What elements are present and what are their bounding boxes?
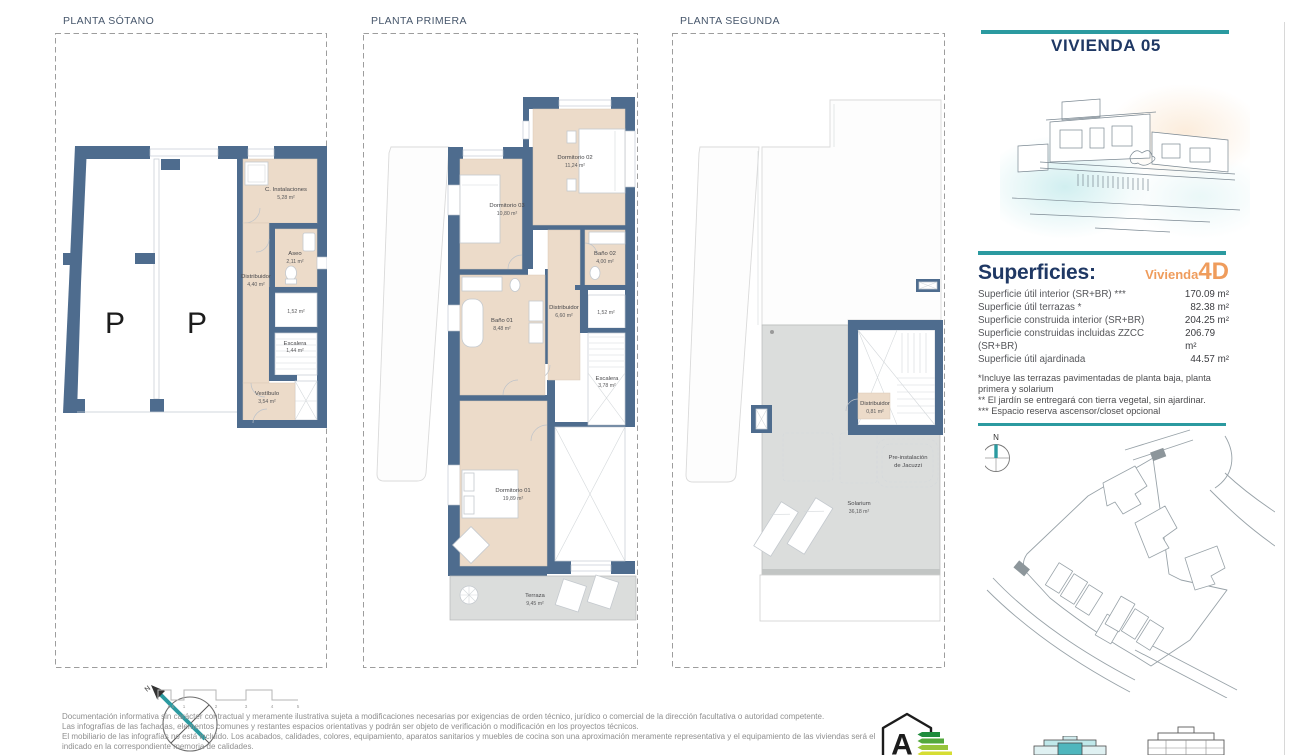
room-label-dorm02: Dormitorio 02 [557, 155, 593, 161]
room-area-distribuidor-segunda: 0,81 m² [866, 409, 884, 415]
room-area-aseo: 2,11 m² [286, 259, 304, 265]
room-bano-02 [585, 230, 625, 285]
row-value: 82.38 m² [1190, 301, 1229, 313]
room-area-instalaciones: 5,28 m² [277, 195, 295, 201]
room-area-cuarto-sotano: 1,52 m² [287, 309, 305, 315]
legal-line: indicado en la correspondiente memoria de calidades. [62, 741, 254, 751]
scale-bar [138, 684, 308, 714]
floorplan-segunda [672, 33, 945, 668]
room-label-dorm03: Dormitorio 03 [489, 203, 525, 209]
parking-label-1: P [104, 307, 126, 340]
garden-outline [377, 147, 449, 481]
room-terraza [450, 575, 636, 620]
void-double-height [555, 427, 625, 561]
row-label: Superficie construidas incluidas ZZCC (SR+BR) [978, 327, 1145, 352]
room-area-dorm02: 11,24 m² [564, 163, 586, 169]
row-value: 204.25 m² [1184, 314, 1229, 326]
map-houses [1045, 466, 1225, 650]
scale-label: 4 [270, 704, 274, 709]
room-label-dorm01: Dormitorio 01 [495, 488, 531, 494]
legal-line: El mobiliario de las infografías no está incluido. Los acabados, calidades, colores, equipamiento, aparatos sanitarios y muebles de cocina son una aproximación meramente representativa y el equipamiento de las viviendas será el [62, 731, 876, 741]
superficies-row [978, 327, 1229, 353]
superficies-row [978, 314, 1229, 327]
superficies-row [978, 353, 1229, 366]
room-area-distribuidor-primera: 6,60 m² [555, 313, 573, 319]
row-label: Superficie útil terrazas * [978, 301, 1082, 313]
room-label-aseo: Aseo [288, 251, 302, 257]
room-instalaciones [243, 159, 317, 229]
scale-label: 1 [182, 704, 186, 709]
scale-bar-labels [168, 704, 300, 709]
room-area-bano02: 4,00 m² [596, 259, 614, 265]
footer-north-label: N [143, 684, 153, 694]
superficies-row [978, 288, 1229, 301]
room-distribuidor-sotano [241, 223, 271, 383]
room-label-instalaciones: C. Instalaciones [265, 187, 307, 193]
room-area-cuarto-primera: 1,52 m² [597, 310, 615, 316]
room-area-escalera-sotano: 1,44 m² [286, 348, 304, 354]
room-area-escalera-primera: 3,78 m² [598, 383, 616, 389]
elevation-icon-outline [1146, 722, 1226, 755]
scale-label: 5 [296, 704, 300, 709]
room-area-dorm01: 19,89 m² [502, 496, 524, 502]
skylight-left [751, 405, 772, 433]
room-dormitorio-03 [460, 159, 525, 269]
room-dormitorio-01 [453, 401, 547, 566]
room-label-bano02: Baño 02 [594, 251, 616, 257]
energy-certificate-icon [878, 712, 953, 755]
roof-vent [916, 279, 940, 292]
superficies-panel [978, 251, 1229, 426]
room-label-escalera-primera: Escalera [595, 376, 619, 382]
room-label-terraza: Terraza [525, 593, 545, 599]
room-label-distribuidor-segunda: Distribuidor [860, 401, 890, 407]
room-label-distribuidor-primera: Distribuidor [549, 305, 579, 311]
room-area-terraza: 9,45 m² [526, 601, 544, 607]
row-value: 206.79 m² [1185, 327, 1216, 352]
plan-title-primera: PLANTA PRIMERA [371, 15, 467, 27]
row-label: Superficie construida interior (SR+BR) [978, 314, 1145, 326]
superficies-heading: Superficies: [978, 260, 1096, 284]
note-line: *Incluye las terrazas pavimentadas de planta baja, planta primera y solarium [978, 372, 1211, 394]
floorplan-sotano [55, 33, 327, 668]
room-escalera-primera [588, 333, 625, 425]
row-value: 44.57 m² [1190, 353, 1229, 365]
vivienda-label: Vivienda [1145, 266, 1199, 282]
room-dormitorio-02 [533, 109, 625, 225]
sidebar-top-rule [981, 30, 1229, 34]
row-label: Superficie útil ajardinada [978, 353, 1086, 365]
legal-line: Las infografías de las fachadas, elementos comunes y restantes espacios orientativas y podrán ser objeto de verificación o modificación en los proyectos técnicos. [62, 721, 639, 731]
row-label: Superficie útil interior (SR+BR) *** [978, 288, 1126, 300]
vivienda-code-wrap [1145, 258, 1229, 286]
legal-line: Documentación informativa sin carácter contractual y meramente ilustrativa sujeta a modificaciones necesarias por exigencias de orden técnico, jurídico o comercial de la dirección facultativa o autoridad competente. [62, 712, 825, 721]
jacuzzi-label-line2: de Jacuzzi [894, 463, 922, 469]
plan-title-segunda: PLANTA SEGUNDA [680, 15, 780, 27]
room-label-escalera-sotano: Escalera [283, 341, 307, 347]
room-label-bano01: Baño 01 [491, 318, 513, 324]
unit-title: VIVIENDA 05 [1051, 36, 1161, 55]
superficies-header [978, 258, 1229, 286]
note-line: *** Espacio reserva ascensor/closet opcional [978, 405, 1161, 416]
superficies-row [978, 301, 1229, 314]
room-label-solarium: Solarium [847, 501, 871, 507]
room-bano-01 [460, 275, 545, 395]
room-area-solarium: 36,18 m² [848, 509, 870, 515]
energy-letter: A [891, 728, 913, 755]
room-area-bano01: 8,48 m² [493, 326, 511, 332]
scale-label: 3 [244, 704, 248, 709]
parking-label-2: P [186, 307, 208, 340]
room-area-dorm03: 10,80 m² [496, 211, 518, 217]
page-right-separator [1284, 22, 1285, 755]
map-compass-n-label: N [993, 433, 999, 442]
room-area-distribuidor-sotano: 4,40 m² [247, 282, 265, 288]
note-line: ** El jardín se entregará con tierra vegetal, sin ajardinar. [978, 394, 1206, 405]
superficies-bottom-rule [978, 423, 1226, 427]
room-label-vestibulo: Vestíbulo [254, 391, 280, 397]
room-area-vestibulo: 3,54 m² [258, 399, 276, 405]
scale-label: 0.5 [167, 704, 175, 709]
room-label-distribuidor-sotano: Distribuidor [241, 274, 271, 280]
jacuzzi-label-line1: Pre-instalación [888, 455, 928, 461]
vivienda-code: 4D [1198, 257, 1229, 285]
floorplan-primera [363, 33, 638, 668]
legal-disclaimer [62, 712, 875, 752]
building-sketch [1000, 62, 1250, 240]
row-value: 170.09 m² [1184, 288, 1229, 300]
site-map [985, 428, 1275, 698]
superficies-top-rule [978, 251, 1226, 255]
map-compass-icon [985, 433, 1010, 472]
superficies-notes [978, 373, 1229, 417]
lower-terrace-outline [760, 575, 940, 621]
elevation-icon-teal [1032, 736, 1108, 755]
scale-label: 2 [214, 704, 218, 709]
plan-title-sotano: PLANTA SÓTANO [63, 15, 155, 27]
